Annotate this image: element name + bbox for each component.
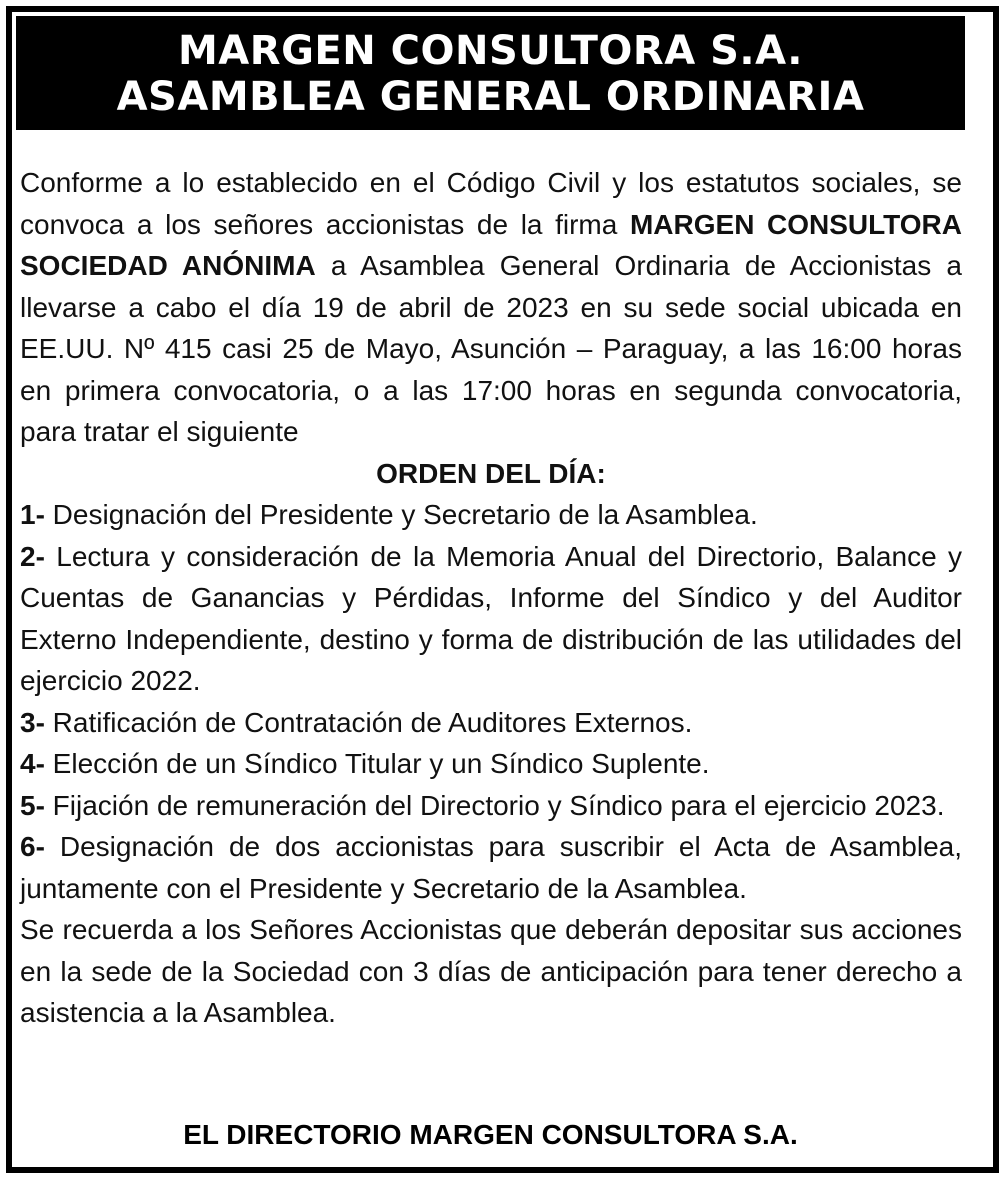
agenda-item-text: Elección de un Síndico Titular y un Síndico Suplente. bbox=[44, 748, 710, 779]
closing-paragraph: Se recuerda a los Señores Accionistas que deberán depositar sus acciones en la sede de la Sociedad con 3 días de anticipación para tener derecho a asistencia a la Asamblea. bbox=[20, 914, 962, 1028]
agenda-item-number: 6- bbox=[20, 831, 45, 862]
agenda-item-5 bbox=[20, 785, 962, 827]
agenda-item-number: 3- bbox=[20, 706, 45, 738]
agenda-item-number: 2- bbox=[20, 540, 45, 572]
agenda-item-number: 5- bbox=[20, 789, 45, 821]
agenda-item-number: 4- bbox=[20, 748, 45, 779]
signature-footer: EL DIRECTORIO MARGEN CONSULTORA S.A. bbox=[183, 1119, 798, 1150]
agenda-item-text: Ratificación de Contratación de Auditores Externos. bbox=[44, 706, 693, 738]
agenda-item-6 bbox=[20, 826, 962, 909]
intro-paragraph bbox=[20, 162, 962, 453]
agenda-item-2 bbox=[20, 536, 962, 702]
agenda-item-3 bbox=[20, 702, 962, 744]
intro-text-after: a Asamblea General Ordinaria de Accionistas a llevarse a cabo el día 19 de abril de 2023 en su sede social ubicada en EE.UU. Nº 415 casi 25 de Mayo, Asunción – Paraguay, a las 16:00 horas en primera convocatoria, o a las 17:00 horas en segunda convocatoria, para tratar el siguiente bbox=[20, 250, 962, 447]
agenda-item-text: Designación del Presidente y Secretario de la Asamblea. bbox=[44, 499, 758, 530]
notice-body bbox=[20, 162, 962, 1034]
agenda-item-text: Fijación de remuneración del Directorio y Síndico para el ejercicio 2023. bbox=[44, 789, 945, 821]
agenda-item-4 bbox=[20, 743, 962, 785]
header-assembly-title: ASAMBLEA GENERAL ORDINARIA bbox=[116, 74, 865, 120]
agenda-item-1 bbox=[20, 494, 962, 536]
agenda-item-text: Lectura y consideración de la Memoria Anual del Directorio, Balance y Cuentas de Ganancias y Pérdidas, Informe del Síndico y del Auditor Externo Independiente, destino y forma de distribución de las utilidades del ejercicio 2022. bbox=[20, 540, 962, 696]
intro-text-before: Conforme a lo establecido en el Código Civil y los estatutos sociales, se convoca a los señores accionistas de la firma bbox=[20, 167, 962, 240]
agenda-item-number: 1- bbox=[20, 499, 45, 530]
header-company-title: MARGEN CONSULTORA S.A. bbox=[178, 28, 803, 74]
intro-company-name: MARGEN CONSULTORA SOCIEDAD ANÓNIMA bbox=[20, 208, 962, 281]
notice-header bbox=[16, 16, 965, 130]
orden-del-dia-title: ORDEN DEL DÍA: bbox=[376, 457, 606, 489]
agenda-item-text: Designación de dos accionistas para suscribir el Acta de Asamblea, juntamente con el Presidente y Secretario de la Asamblea. bbox=[20, 831, 962, 904]
